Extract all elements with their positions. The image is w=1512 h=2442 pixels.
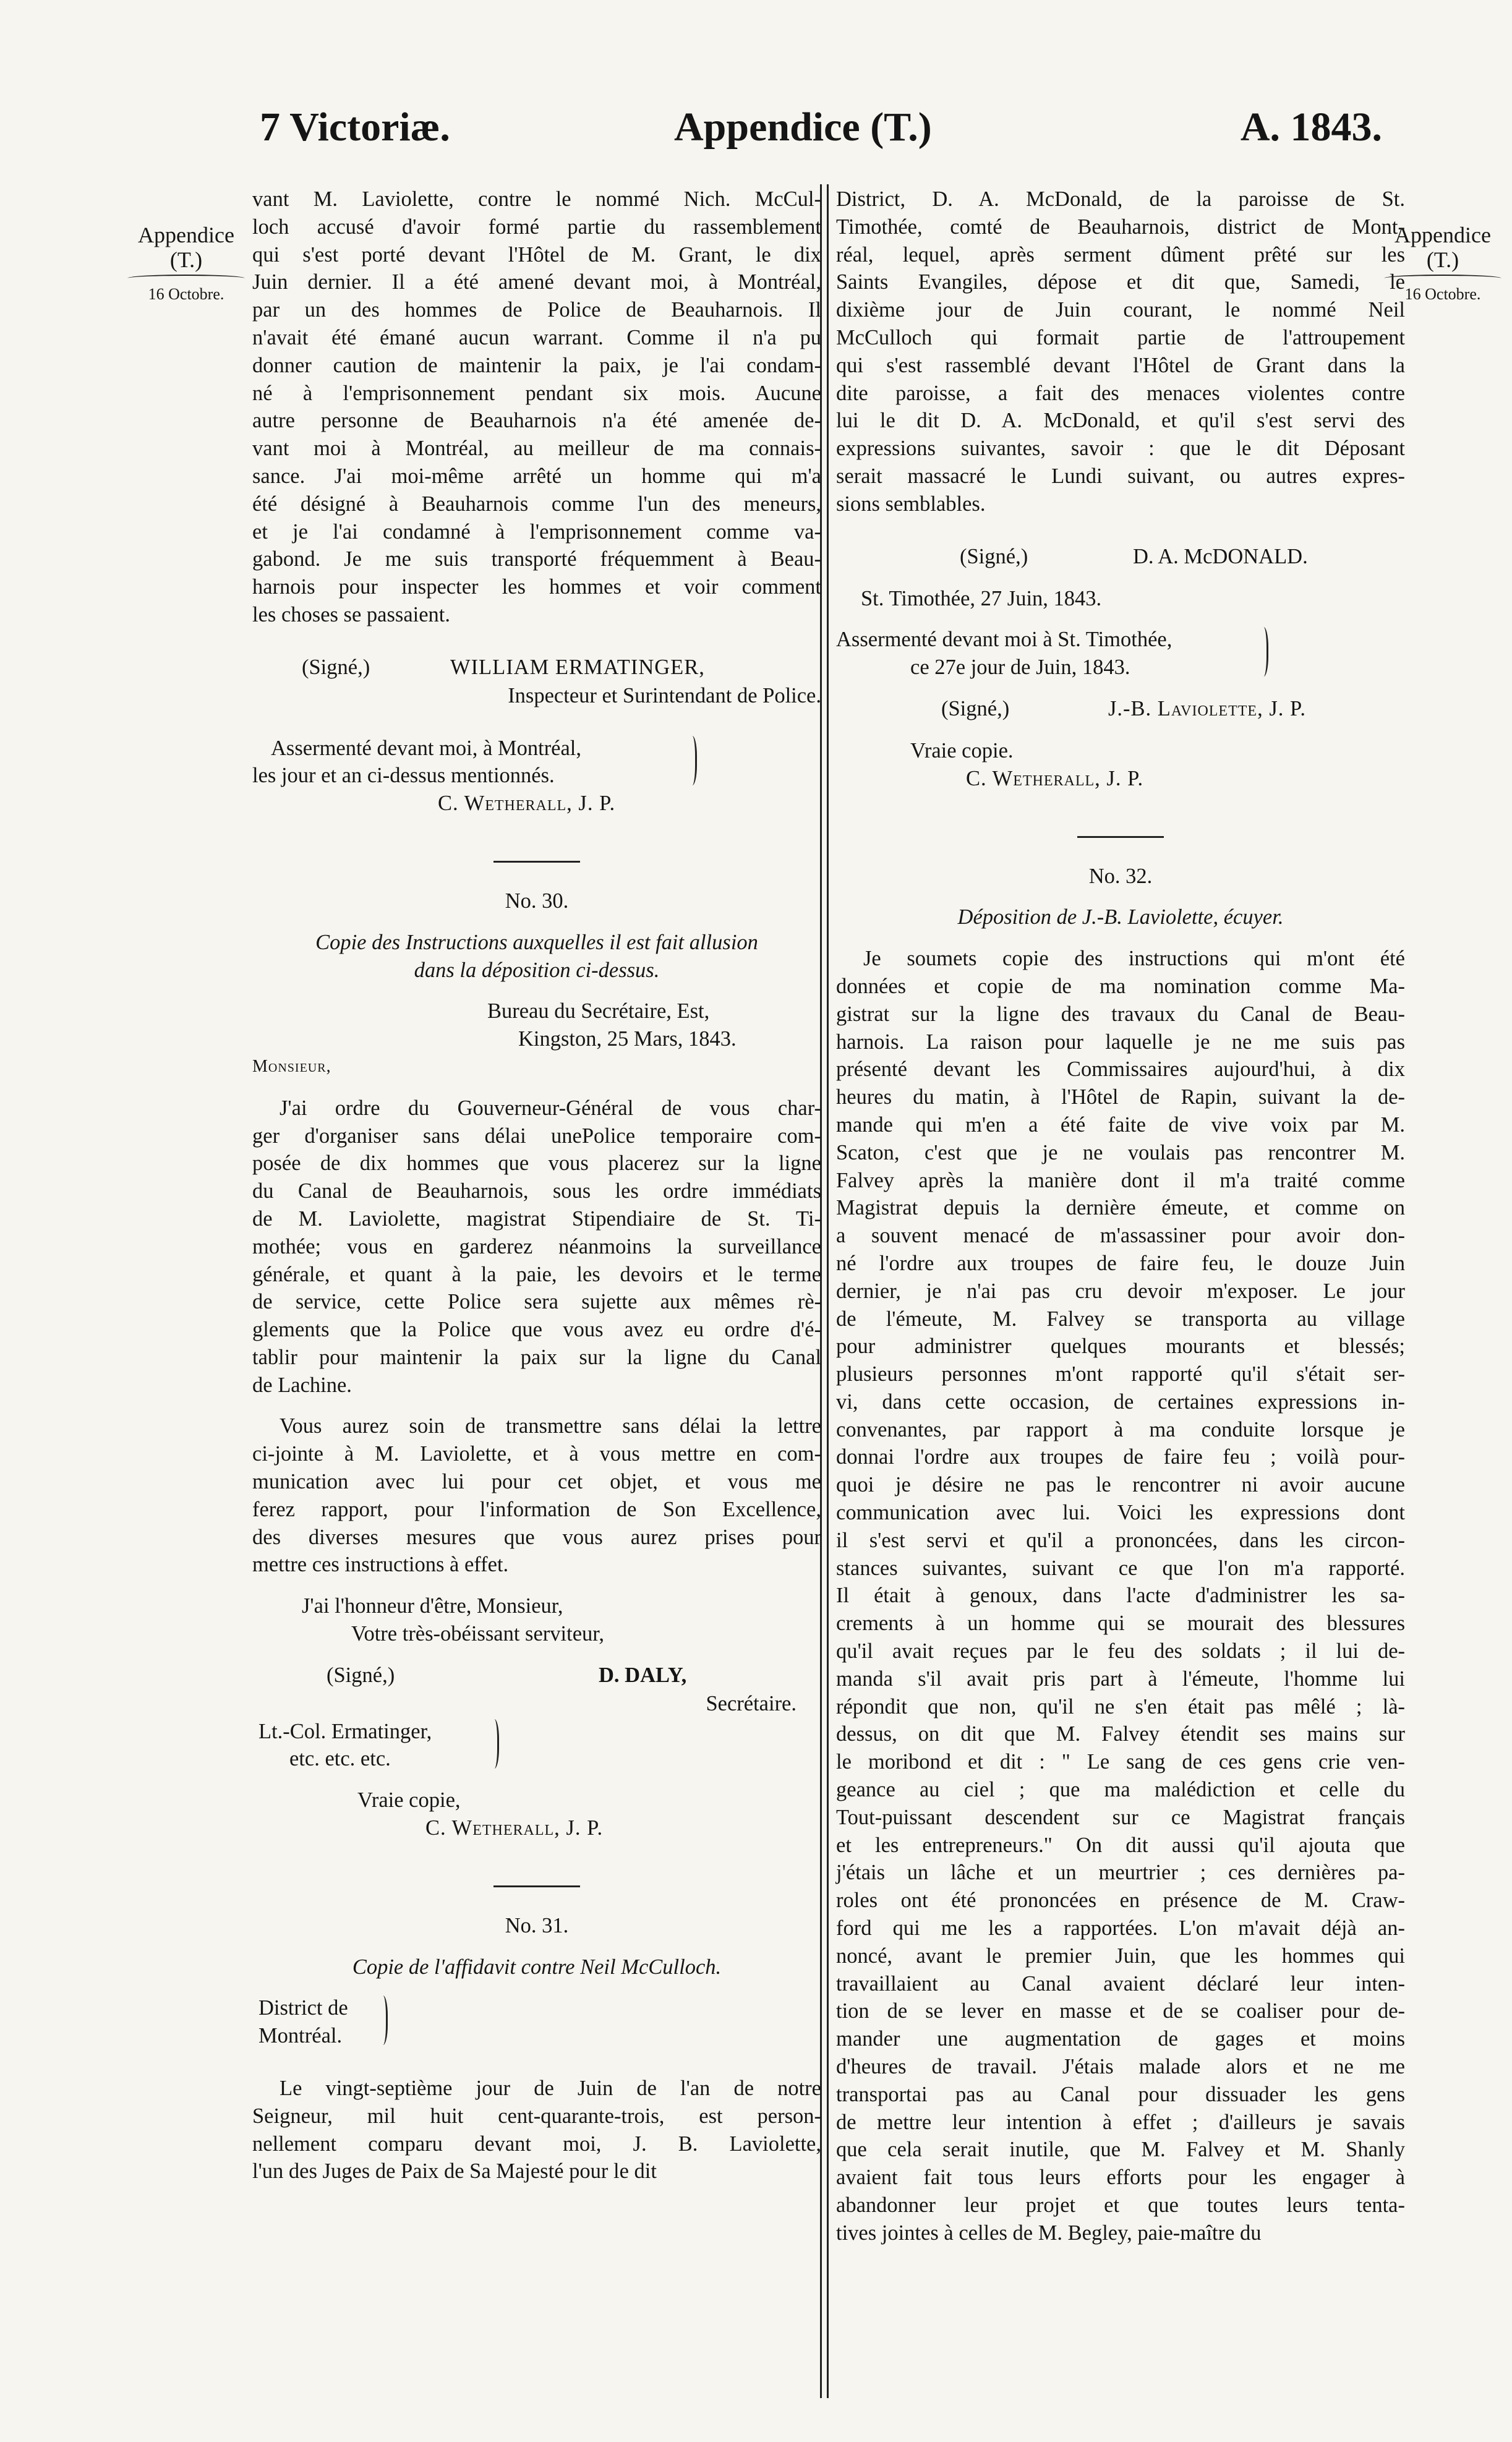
text-line: gistrat sur la ligne des travaux du Canal de Beau-	[836, 1002, 1405, 1026]
text-line: heures du matin, à l'Hôtel de Rapin, suivant la de-	[836, 1085, 1405, 1109]
text-line: Falvey après la manière dont il m'a traité comme	[836, 1168, 1405, 1192]
text-line: lui le dit D. A. McDonald, et qu'il s'est servi des	[836, 409, 1405, 433]
page-header	[260, 104, 1382, 153]
text-line: autre personne de Beauharnois n'a été amenée de-	[252, 409, 821, 433]
text-line: donnai l'ordre aux troupes de faire feu ; voilà pour-	[836, 1445, 1405, 1469]
signatory-name: J.-B. Laviolette, J. P.	[1108, 696, 1306, 720]
text-line: j'étais un lâche et un meurtrier ; ces dernières pa-	[836, 1861, 1405, 1885]
text-line: par un des hommes de Police de Beauharnois. Il	[252, 298, 821, 322]
text-line: stances suivantes, suivant ce que l'on m'a rapporté.	[836, 1556, 1405, 1580]
district-line: Montréal.	[258, 2024, 343, 2048]
text-line: Saints Evangiles, dépose et dit que, Samedi, le	[836, 270, 1405, 294]
text-line: mothée; vous en garderez néanmoins la surveillance	[252, 1234, 821, 1258]
true-copy-label: Vraie copie.	[910, 738, 1014, 762]
text-line: ferez rapport, pour l'information de Son Excellence,	[252, 1497, 821, 1521]
margin-brace	[127, 275, 245, 282]
signature-line	[252, 1662, 821, 1690]
sworn-line: ce 27e jour de Juin, 1843.	[910, 655, 1130, 680]
text-line: Le vingt-septième jour de Juin de l'an de notre	[280, 2077, 821, 2101]
text-line: Scaton, c'est que je ne voulais pas rencontrer M.	[836, 1140, 1405, 1164]
text-line: transportai pas au Canal pour dissuader les gens	[836, 2082, 1405, 2106]
text-line: dessus, on dit que M. Falvey étendit ses mains sur	[836, 1722, 1405, 1746]
sworn-block	[252, 735, 821, 790]
text-line: Magistrat depuis la dernière émeute, et comme on	[836, 1196, 1405, 1220]
text-line: dite paroisse, a fait des menaces violentes contre	[836, 381, 1405, 405]
text-line: nellement comparu devant moi, J. B. Laviolette,	[252, 2132, 821, 2156]
text-line: né l'ordre aux troupes de faire feu, le douze Juin	[836, 1251, 1405, 1275]
salutation: Monsieur,	[252, 1056, 331, 1076]
text-line: répondit que non, qu'il ne s'en était pas mêlé ; là-	[836, 1694, 1405, 1718]
text-line: loch accusé d'avoir formé partie du rassemblement	[252, 215, 821, 239]
signe-label: (Signé,)	[302, 655, 370, 679]
paragraph-continuation	[252, 186, 821, 629]
closing-line: J'ai l'honneur d'être, Monsieur,	[302, 1594, 563, 1618]
text-line: Vous aurez soin de transmettre sans délai la lettre	[280, 1414, 821, 1438]
text-line: données et copie de ma nomination comme Ma-	[836, 974, 1405, 998]
copy-signature: C. Wetherall, J. P.	[425, 1816, 604, 1840]
text-line: tives jointes à celles de M. Begley, paie-maître du	[836, 2221, 1262, 2245]
closing-line: Votre très-obéissant serviteur,	[351, 1622, 604, 1646]
sworn-signature: C. Wetherall, J. P.	[438, 792, 616, 816]
text-line: de l'émeute, M. Falvey se transporta au village	[836, 1307, 1405, 1331]
text-line: Je soumets copie des instructions qui m'ont été	[863, 947, 1405, 971]
brace	[685, 736, 697, 785]
text-line: District, D. A. McDonald, de la paroisse de St.	[836, 187, 1405, 211]
document-number: No. 30.	[505, 889, 569, 913]
text-line: le moribond et dit : " Le sang de ces gens crie ven-	[836, 1750, 1405, 1774]
text-line: J'ai ordre du Gouverneur-Général de vous char-	[280, 1096, 821, 1120]
text-line: mander une augmentation de gages et moins	[836, 2027, 1405, 2051]
sworn-line: les jour et an ci-dessus mentionnés.	[252, 764, 555, 788]
text-line: sance. J'ai moi-même arrêté un homme qui m'a	[252, 464, 821, 488]
text-line: Tout-puissant descendent sur ce Magistrat français	[836, 1805, 1405, 1829]
text-line: l'un des Juges de Paix de Sa Majesté pour le dit	[252, 2159, 657, 2184]
header-year: A. 1843.	[1240, 105, 1382, 150]
text-line: vi, dans cette occasion, de certaines expressions in-	[836, 1390, 1405, 1414]
signe-label: (Signé,)	[941, 696, 1010, 720]
margin-letter: (T.)	[169, 247, 203, 272]
text-line: sions semblables.	[836, 492, 986, 516]
text-line: d'heures de travail. J'étais malade alors et ne me	[836, 2055, 1405, 2079]
text-line: abandonner leur projet et que toutes leurs tenta-	[836, 2193, 1405, 2217]
true-copy-label: Vraie copie,	[357, 1788, 461, 1812]
document-heading: Copie de l'affidavit contre Neil McCulloch.	[352, 1955, 722, 1979]
signatory-name: D. A. McDONALD.	[1133, 544, 1308, 568]
text-line: ger d'organiser sans délai unePolice temporaire com-	[252, 1124, 821, 1148]
text-line: munication avec lui pour cet objet, et vous me	[252, 1470, 821, 1494]
header-title: Appendice (T.)	[674, 105, 932, 150]
text-line: tablir pour maintenir la paix sur la ligne du Canal	[252, 1345, 821, 1369]
document-number: No. 32.	[1088, 864, 1153, 888]
addressee-block	[252, 1718, 821, 1774]
letter-paragraph	[252, 1095, 821, 1399]
text-line: du Canal de Beauharnois, sous les ordre immédiats	[252, 1179, 821, 1203]
right-column	[836, 186, 1405, 2247]
text-line: communication avec lui. Voici les expressions dont	[836, 1501, 1405, 1525]
text-line: de M. Laviolette, magistrat Stipendiaire de St. Ti-	[252, 1206, 821, 1231]
text-line: qu'il avait reçues par le feu des soldats ; il lui de-	[836, 1639, 1405, 1663]
text-line: qui s'est porté devant l'Hôtel de M. Grant, le dix	[252, 242, 821, 267]
text-line: qui s'est rassemblé devant l'Hôtel de Grant dans la	[836, 353, 1405, 377]
text-line: de service, cette Police sera sujette aux mêmes rè-	[252, 1290, 821, 1314]
text-line: glements que la Police que vous avez eu ordre d'é-	[252, 1318, 821, 1342]
deposition-paragraph	[836, 945, 1405, 2247]
text-line: harnois. La raison pour laquelle je ne me suis pas	[836, 1030, 1405, 1054]
signature-line	[836, 543, 1405, 571]
text-line: posée de dix hommes que vous placerez sur la ligne	[252, 1151, 821, 1176]
margin-date: 16 Octobre.	[1404, 285, 1481, 303]
text-line: noncé, avant le premier Juin, que les hommes qui	[836, 1944, 1405, 1968]
letterhead-office: Bureau du Secrétaire, Est,	[487, 999, 710, 1023]
text-line: mettre ces instructions à effet.	[252, 1553, 509, 1577]
text-line: roles ont été prononcées en présence de M. Craw-	[836, 1889, 1405, 1913]
text-line: Il était à genoux, dans l'acte d'administrer les sa-	[836, 1584, 1405, 1608]
document-number: No. 31.	[505, 1913, 569, 1937]
text-line: et les entrepreneurs." On dit aussi qu'il ajouta que	[836, 1833, 1405, 1857]
text-line: des diverses mesures que vous aurez prises pour	[252, 1525, 821, 1549]
text-line: de Lachine.	[252, 1373, 352, 1397]
text-line: expressions suivantes, savoir : que le dit Déposant	[836, 437, 1405, 461]
signatory-title: Inspecteur et Surintendant de Police.	[508, 683, 821, 707]
margin-note-left	[121, 223, 251, 307]
left-column	[252, 186, 821, 2185]
sworn-line: Assermenté devant moi à St. Timothée,	[836, 628, 1172, 652]
text-line: générale, et quant à la paie, les devoirs et le terme	[252, 1262, 821, 1286]
text-line: Juin dernier. Il a été amené devant moi, à Montréal,	[252, 270, 821, 294]
text-line: réal, lequel, après serment dûment prêté sur les	[836, 242, 1405, 267]
text-line: mande qui m'en a été faite de vive voix par M.	[836, 1112, 1405, 1137]
header-regnal-year: 7 Victoriæ.	[260, 105, 450, 150]
text-line: les choses se passaient.	[252, 602, 451, 626]
sworn-block	[836, 626, 1405, 681]
brace	[1257, 627, 1268, 677]
text-line: geance au ciel ; que ma malédiction et celle du	[836, 1778, 1405, 1802]
text-line: serait massacré le Lundi suivant, ou autres expres-	[836, 464, 1405, 488]
column-divider	[827, 184, 829, 2398]
text-line: vant moi à Montréal, au meilleur de ma connais-	[252, 437, 821, 461]
letterhead-date: Kingston, 25 Mars, 1843.	[518, 1027, 737, 1051]
affidavit-continuation	[836, 186, 1405, 518]
text-line: né à l'emprisonnement pendant six mois. Aucune	[252, 381, 821, 405]
text-line: McCulloch qui formait partie de l'attroupement	[836, 325, 1405, 349]
signe-label: (Signé,)	[327, 1663, 395, 1687]
signatory-name: WILLIAM ERMATINGER,	[450, 655, 705, 679]
text-line: convenantes, par rapport à ma conduite lorsque je	[836, 1417, 1405, 1441]
place-date: St. Timothée, 27 Juin, 1843.	[861, 586, 1102, 610]
margin-letter: (T.)	[1426, 247, 1459, 272]
brace	[376, 1996, 388, 2045]
text-line: n'avait été émané aucun warrant. Comme il n'a pu	[252, 325, 821, 349]
text-line: vant M. Laviolette, contre le nommé Nich. McCul-	[252, 187, 821, 211]
text-line: gabond. Je me suis transporté fréquemment à Beau-	[252, 547, 821, 571]
text-line: a souvent menacé de m'assassiner pour avoir don-	[836, 1224, 1405, 1248]
district-line: District de	[258, 1996, 348, 2020]
text-line: pour administrer quelques mourants et blessés;	[836, 1334, 1405, 1359]
text-line: été désigné à Beauharnois comme l'un des meneurs,	[252, 492, 821, 516]
document-heading: Déposition de J.-B. Laviolette, écuyer.	[957, 905, 1284, 929]
text-line: il s'est servi et qu'il a prononcées, dans les circon-	[836, 1528, 1405, 1552]
text-line: travaillaient au Canal avaient déclaré leur inten-	[836, 1971, 1405, 1996]
text-line: que cela serait inutile, que M. Falvey et M. Shanly	[836, 2138, 1405, 2162]
signature-line	[252, 654, 821, 682]
district-block	[252, 1994, 821, 2050]
text-line: crements à un homme qui se mourait des blessures	[836, 1612, 1405, 1636]
text-line: et je l'ai condamné à l'emprisonnement comme va-	[252, 519, 821, 544]
letter-paragraph	[252, 1412, 821, 1579]
margin-label: Appendice	[1395, 223, 1491, 247]
sworn-line: Assermenté devant moi, à Montréal,	[271, 736, 582, 760]
text-line: ford qui me les a rapportées. L'on m'avait déjà an-	[836, 1916, 1405, 1940]
margin-label: Appendice	[138, 223, 234, 247]
text-line: dixième jour de Juin courant, le nommé Neil	[836, 298, 1405, 322]
signatory-title: Secrétaire.	[706, 1691, 797, 1715]
text-line: tion de se lever en masse et de se coaliser pour de-	[836, 1999, 1405, 2023]
addressee-line: etc. etc. etc.	[289, 1747, 391, 1771]
document-heading: Copie des Instructions auxquelles il est fait allusion	[315, 930, 758, 954]
text-line: quoi je désire ne pas le rencontrer ni avoir aucune	[836, 1473, 1405, 1497]
text-line: avaient fait tous leurs efforts pour les engager à	[836, 2166, 1405, 2190]
document-heading: dans la déposition ci-dessus.	[414, 958, 660, 982]
brace	[487, 1719, 499, 1769]
text-line: ci-jointe à M. Laviolette, et à vous mettre en com-	[252, 1442, 821, 1466]
text-line: donner caution de maintenir la paix, je l'ai condam-	[252, 353, 821, 377]
text-line: manda s'il avait pris part à l'émeute, l'homme lui	[836, 1667, 1405, 1691]
copy-signature: C. Wetherall, J. P.	[966, 766, 1144, 790]
text-line: plusieurs personnes m'ont rapporté qu'il s'était ser-	[836, 1362, 1405, 1386]
signe-label: (Signé,)	[960, 544, 1028, 568]
text-line: harnois pour inspecter les hommes et voir comment	[252, 575, 821, 599]
text-line: dernier, je n'ai pas cru devoir m'exposer. Le jour	[836, 1279, 1405, 1303]
addressee-line: Lt.-Col. Ermatinger,	[258, 1719, 432, 1743]
affidavit-paragraph	[252, 2075, 821, 2185]
margin-date: 16 Octobre.	[148, 285, 224, 303]
signatory-name: D. DALY,	[599, 1663, 687, 1687]
signature-line	[836, 695, 1405, 724]
text-line: de mettre leur intention à effet ; d'ailleurs je savais	[836, 2110, 1405, 2134]
text-line: Seigneur, mil huit cent-quarante-trois, est person-	[252, 2104, 821, 2128]
text-line: présenté devant les Commissaires aujourd'hui, à dix	[836, 1057, 1405, 1082]
text-line: Timothée, comté de Beauharnois, district de Mont-	[836, 215, 1405, 239]
